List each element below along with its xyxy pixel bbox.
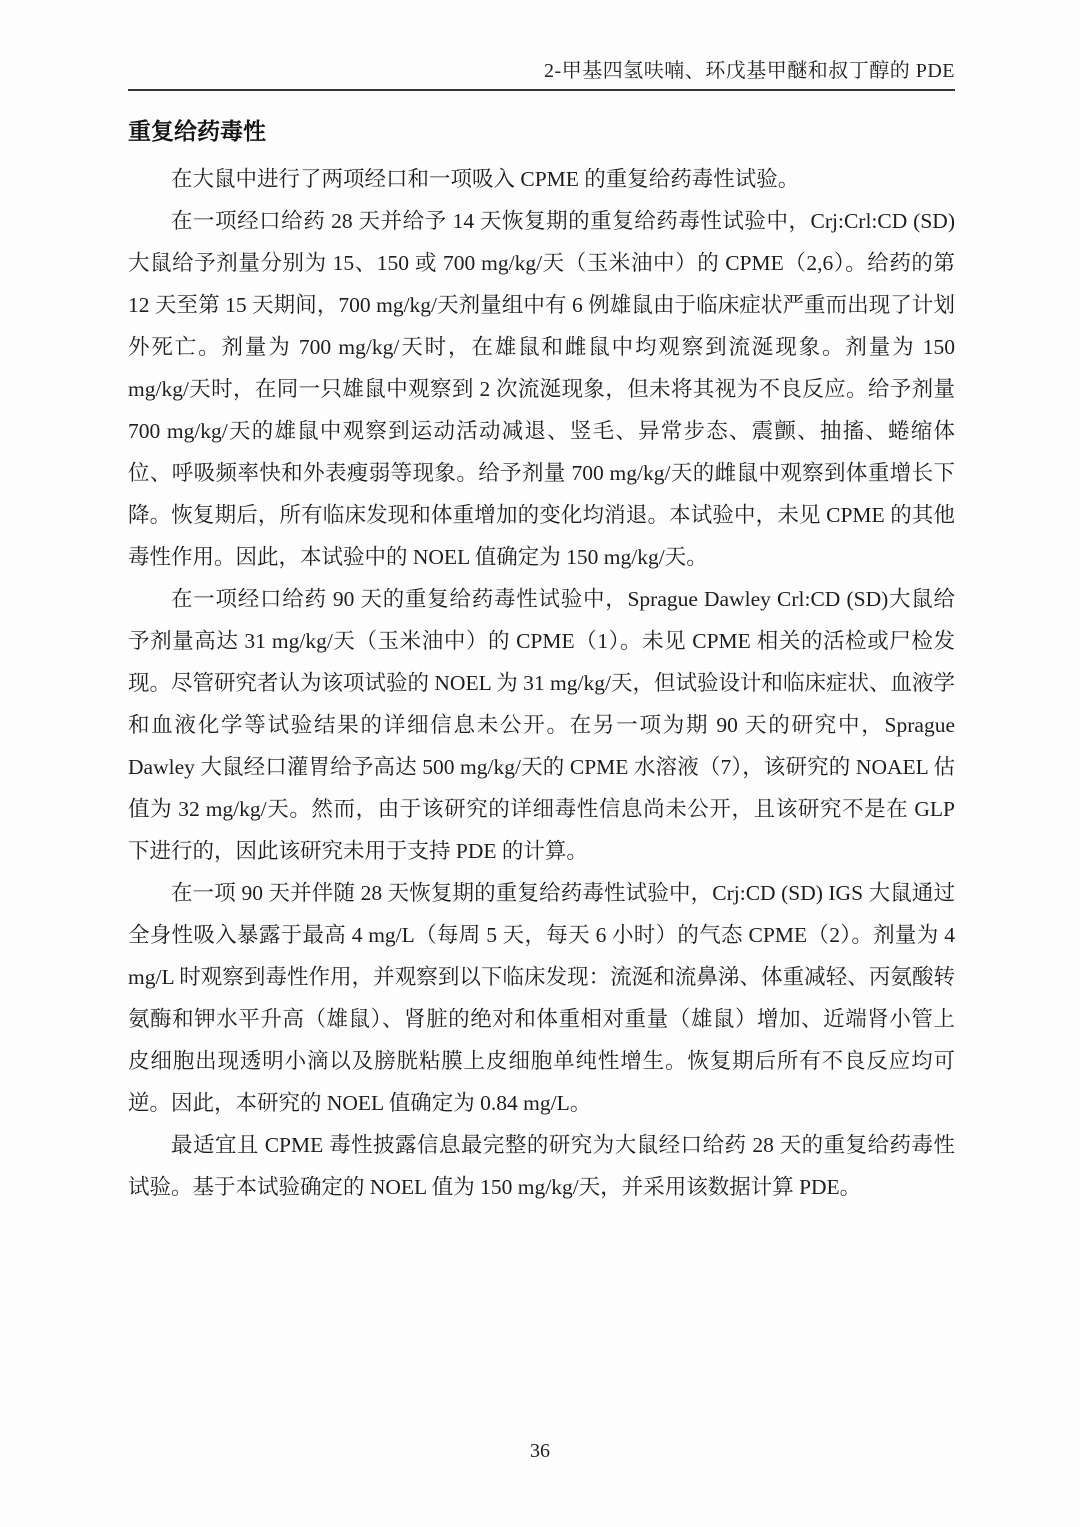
- page-number: 36: [530, 1440, 550, 1462]
- paragraph-intro: 在大鼠中进行了两项经口和一项吸入 CPME 的重复给药毒性试验。: [171, 167, 800, 191]
- section-heading: 重复给药毒性: [128, 118, 266, 144]
- header-divider: [128, 89, 955, 91]
- paragraph-oral-28-day-study: 在一项经口给药 28 天并给予 14 天恢复期的重复给药毒性试验中，Crj:Crl:CD (SD) 大鼠给予剂量分别为 15、150 或 700 mg/kg/天（玉米油中）的 CPME（2,6）。给药的第 12 天至第 15 天期间，700 mg/kg/天剂量组中有 6 例雄鼠由于临床症状严重而出现了计划外死亡。剂量为 700 mg/kg/天时，在雄鼠和雌鼠中均观察到流涎现象。剂量为 150 mg/kg/天时，在同一只雄鼠中观察到 2 次流涎现象，但未将其视为不良反应。给予剂量 700 mg/kg/天的雄鼠中观察到运动活动减退、竖毛、异常步态、震颤、抽搐、蜷缩体位、呼吸频率快和外表瘦弱等现象。给予剂量 700 mg/kg/天的雌鼠中观察到体重增长下降。恢复期后，所有临床发现和体重增加的变化均消退。本试验中，未见 CPME 的其他毒性作用。因此，本试验中的 NOEL 值确定为 150 mg/kg/天。: [128, 209, 955, 569]
- paragraph-conclusion: 最适宜且 CPME 毒性披露信息最完整的研究为大鼠经口给药 28 天的重复给药毒性试验。基于本试验确定的 NOEL 值为 150 mg/kg/天，并采用该数据计算 PDE。: [128, 1133, 955, 1199]
- paragraph-inhalation-90-day-study: 在一项 90 天并伴随 28 天恢复期的重复给药毒性试验中，Crj:CD (SD) IGS 大鼠通过全身性吸入暴露于最高 4 mg/L（每周 5 天，每天 6 小时）的气态 CPME（2）。剂量为 4 mg/L 时观察到毒性作用，并观察到以下临床发现：流涎和流鼻涕、体重减轻、丙氨酸转氨酶和钾水平升高（雄鼠）、肾脏的绝对和体重相对重量（雄鼠）增加、近端肾小管上皮细胞出现透明小滴以及膀胱粘膜上皮细胞单纯性增生。恢复期后所有不良反应均可逆。因此，本研究的 NOEL 值确定为 0.84 mg/L。: [128, 881, 955, 1115]
- running-header: 2-甲基四氢呋喃、环戊基甲醚和叔丁醇的 PDE: [544, 60, 955, 82]
- paragraph-oral-90-day-studies: 在一项经口给药 90 天的重复给药毒性试验中，Sprague Dawley Crl:CD (SD)大鼠给予剂量高达 31 mg/kg/天（玉米油中）的 CPME（1）。未见 CPME 相关的活检或尸检发现。尽管研究者认为该项试验的 NOEL 为 31 mg/kg/天，但试验设计和临床症状、血液学和血液化学等试验结果的详细信息未公开。在另一项为期 90 天的研究中，Sprague Dawley 大鼠经口灌胃给予高达 500 mg/kg/天的 CPME 水溶液（7），该研究的 NOAEL 估值为 32 mg/kg/天。然而，由于该研究的详细毒性信息尚未公开，且该研究不是在 GLP 下进行的，因此该研究未用于支持 PDE 的计算。: [128, 587, 955, 863]
